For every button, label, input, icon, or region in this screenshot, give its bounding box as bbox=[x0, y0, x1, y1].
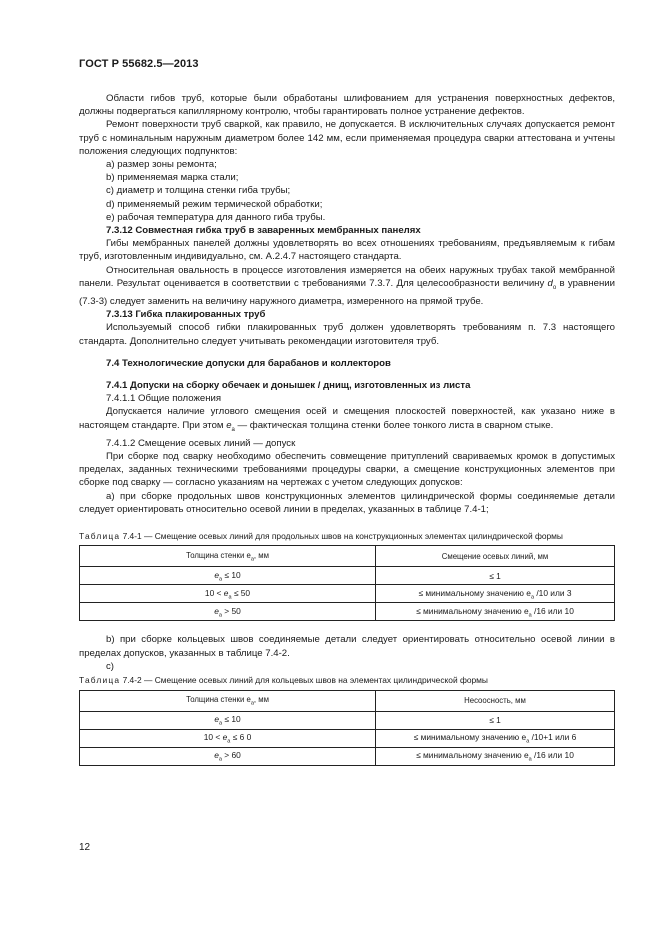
cell-text: > 60 bbox=[221, 749, 241, 760]
section-heading: 7.3.12 Совместная гибка труб в заваренных мембранных панелях bbox=[106, 225, 421, 237]
table-cell bbox=[376, 747, 615, 765]
paragraph: a) при сборке продольных швов конструкционных элементов цилиндрической формы соединяемые детали следует ориентировать относительно осевой линии в пределах, указанных в таблице 7.4-1; bbox=[79, 490, 615, 515]
subscript: a bbox=[219, 720, 223, 727]
list-item: a) размер зоны ремонта; bbox=[106, 159, 217, 171]
subscript: a bbox=[219, 576, 223, 583]
text-run: Допускается наличие углового смещения осей и смещения плоскостей поверхностей, как указано ниже в настоящем стандарте. При этом bbox=[79, 406, 615, 431]
paragraph bbox=[79, 405, 615, 436]
table-cell bbox=[80, 603, 376, 621]
cell-text: 10 < bbox=[203, 731, 223, 742]
table-row bbox=[80, 603, 615, 621]
section-heading: 7.3.13 Гибка плакированных труб bbox=[106, 309, 266, 321]
table-cell bbox=[376, 729, 615, 747]
paragraph: Используемый способ гибки плакированных труб должен удовлетворять требованиям п. 7.3 настоящего стандарта. Дополнительно следует учитывать рекомендации изготовителя труб. bbox=[79, 322, 615, 347]
subscript: a bbox=[528, 756, 532, 763]
subscript: a bbox=[530, 594, 535, 601]
document-page bbox=[79, 58, 615, 766]
symbol: d bbox=[547, 277, 553, 289]
header-text: , мм bbox=[253, 694, 269, 704]
table-row bbox=[80, 711, 615, 729]
paragraph: Гибы мембранных панелей должны удовлетворять во всех отношениях требованиям, предъявляемым к гибам труб, изготовленным индивидуально, см. А.2.4.7 настоящего стандарта. bbox=[79, 238, 615, 263]
paragraph: c) bbox=[106, 660, 114, 672]
header-cell bbox=[80, 690, 376, 711]
cell-text: ≤ минимальному значению e bbox=[413, 731, 527, 742]
table-7-4-1 bbox=[79, 545, 615, 621]
table-caption bbox=[79, 675, 615, 687]
caption-text: 7.4-2 — Смещение осевых линий для кольцевых швов на элементах цилиндрической формы bbox=[120, 675, 488, 686]
symbol: e bbox=[214, 569, 220, 580]
table-cell bbox=[80, 747, 376, 765]
symbol: e bbox=[223, 587, 229, 598]
table-header-row bbox=[80, 690, 615, 711]
list-item: c) диаметр и толщина стенки гиба трубы; bbox=[106, 185, 291, 197]
subscript: a bbox=[218, 756, 222, 763]
symbol: e bbox=[222, 731, 228, 742]
header-text: Толщина стенки e bbox=[186, 550, 251, 560]
table-cell bbox=[376, 585, 615, 603]
table-row bbox=[80, 585, 615, 603]
table-cell bbox=[376, 603, 615, 621]
table-row bbox=[80, 567, 615, 585]
subscript: a bbox=[526, 738, 530, 745]
header-cell: Несоосность, мм bbox=[376, 690, 615, 711]
section-heading: 7.4 Технологические допуски для барабанов и коллекторов bbox=[106, 357, 391, 369]
text-run: Относительная овальность в процессе изготовления измеряется на обеих наружных трубах такой мембранной панели. Результат оценивается в соответствии с требованиями 7.3.7. Для целесообразности величину bbox=[79, 264, 615, 289]
paragraph: Области гибов труб, которые были обработаны шлифованием для устранения поверхностных дефектов, должны подвергаться капиллярному контролю, чтобы гарантировать полное устранение дефектов. bbox=[79, 93, 615, 118]
subsection-heading: 7.4.1.2 Смещение осевых линий — допуск bbox=[106, 437, 296, 449]
caption-text: 7.4-1 — Смещение осевых линий для продольных швов на конструкционных элементах цилиндрической формы bbox=[120, 530, 563, 541]
table-cell bbox=[80, 729, 376, 747]
cell-text: /10 или 3 bbox=[534, 587, 572, 598]
subscript: a bbox=[250, 700, 254, 707]
table-header-row bbox=[80, 546, 615, 567]
table-row bbox=[80, 729, 615, 747]
caption-label: Таблица bbox=[79, 530, 121, 541]
cell-text: ≤ 10 bbox=[222, 569, 241, 580]
table-caption bbox=[79, 531, 615, 543]
table-cell: ≤ 1 bbox=[376, 711, 615, 729]
list-item: e) рабочая температура для данного гиба трубы. bbox=[106, 211, 326, 223]
table-cell bbox=[80, 567, 376, 585]
list-item: b) применяемая марка стали; bbox=[106, 172, 239, 184]
subscript: a bbox=[227, 738, 231, 745]
list-item: d) применяемый режим термической обработки; bbox=[106, 198, 323, 210]
table-cell: ≤ 1 bbox=[376, 567, 615, 585]
symbol: e bbox=[214, 713, 220, 724]
header-cell bbox=[80, 546, 376, 567]
subscript: a bbox=[218, 612, 222, 619]
cell-text: 10 < bbox=[204, 587, 224, 598]
cell-text: ≤ 6 0 bbox=[230, 731, 252, 742]
subscript: a bbox=[250, 556, 254, 563]
document-header: ГОСТ Р 55682.5—2013 bbox=[79, 58, 199, 70]
cell-text: > 50 bbox=[221, 605, 241, 616]
cell-text: ≤ минимальному значению e bbox=[416, 749, 529, 760]
symbol: e bbox=[226, 419, 232, 431]
table-7-4-2 bbox=[79, 690, 615, 766]
cell-text: ≤ 10 bbox=[222, 713, 241, 724]
subscript: a bbox=[231, 426, 235, 433]
table-row bbox=[80, 747, 615, 765]
table-cell bbox=[80, 711, 376, 729]
cell-text: /10+1 или 6 bbox=[529, 731, 577, 742]
caption-label: Таблица bbox=[79, 675, 121, 686]
paragraph: b) при сборке кольцевых швов соединяемые детали следует ориентировать относительно осевой линии в пределах допусков, указанных в таблице 7.4-2. bbox=[79, 634, 615, 659]
cell-text: /16 или 10 bbox=[531, 749, 574, 760]
paragraph: Ремонт поверхности труб сваркой, как правило, не допускается. В исключительных случаях допускается ремонт труб с номинальным наружным диаметром более 142 мм, если применяемая процедура сварки аттестована и учтены положения следующих подпунктов: bbox=[79, 119, 615, 157]
subscript: o bbox=[552, 284, 557, 291]
paragraph: При сборке под сварку необходимо обеспечить совмещение притуплений свариваемых кромок в допустимых пределах, заданных техническими требованиями процедуры сварки, а смещение конструкционных элементов при сборке под сварку — согласно указаниям на чертежах с учетом следующих допусков: bbox=[79, 450, 615, 489]
header-text: , мм bbox=[253, 550, 269, 560]
page-number: 12 bbox=[79, 842, 91, 853]
cell-text: ≤ минимальному значению e bbox=[418, 587, 531, 598]
subsection-heading: 7.4.1.1 Общие положения bbox=[106, 393, 222, 405]
cell-text: ≤ минимальному значению e bbox=[416, 605, 529, 616]
section-heading: 7.4.1 Допуски на сборку обечаек и донышек / днищ, изготовленных из листа bbox=[106, 379, 471, 391]
cell-text: /16 или 10 bbox=[531, 605, 574, 616]
header-cell: Смещение осевых линий, мм bbox=[376, 546, 615, 567]
symbol: e bbox=[214, 605, 219, 616]
text-run: — фактическая толщина стенки более тонкого листа в сварном стыке. bbox=[234, 419, 554, 431]
symbol: e bbox=[214, 749, 219, 760]
cell-text: ≤ 50 bbox=[231, 587, 251, 598]
header-text: Толщина стенки e bbox=[186, 694, 251, 704]
table-cell bbox=[80, 585, 376, 603]
subscript: a bbox=[228, 594, 232, 601]
paragraph bbox=[79, 264, 615, 309]
text-run: в уравнении (7.3-3) следует заменить на величину наружного диаметра, измеренного на прямой трубе. bbox=[79, 277, 615, 307]
subscript: a bbox=[528, 612, 532, 619]
